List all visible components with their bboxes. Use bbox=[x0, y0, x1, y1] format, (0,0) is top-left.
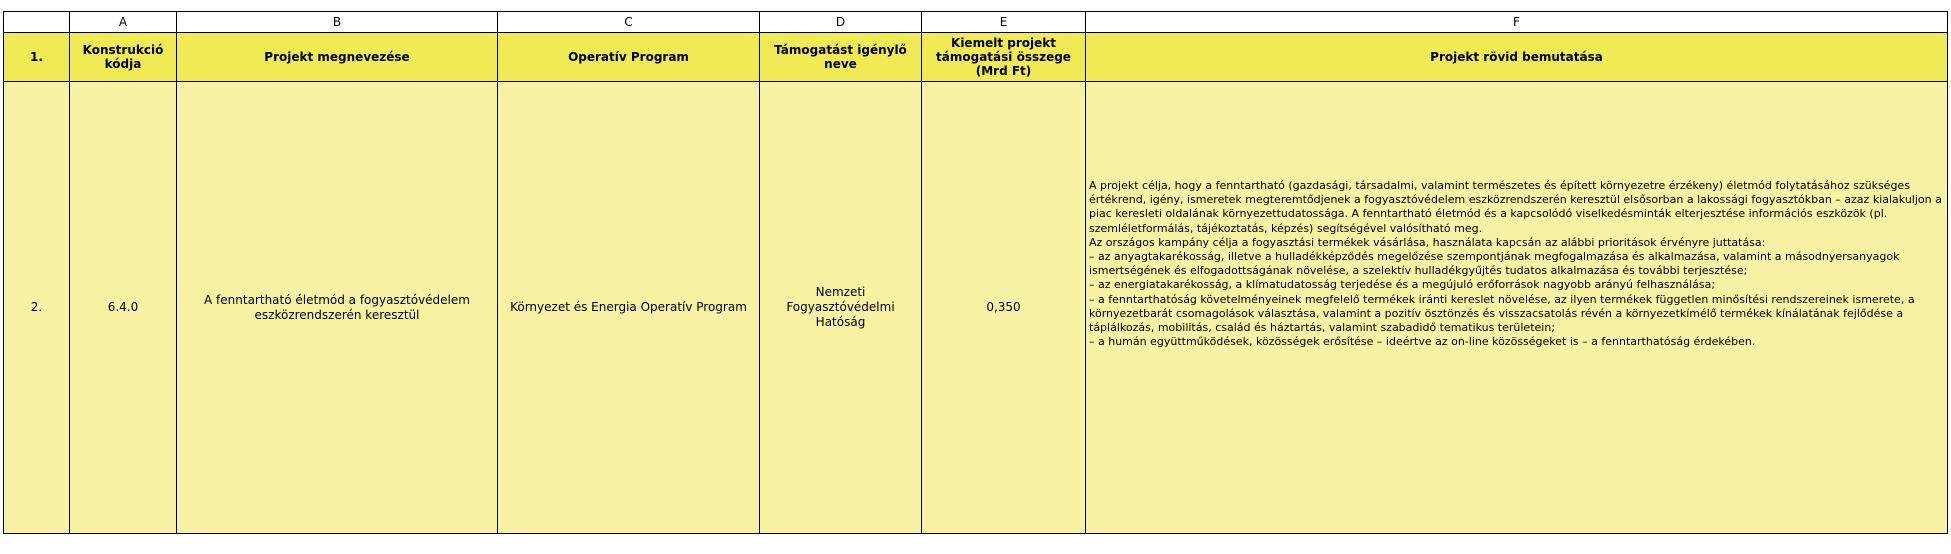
construction-code-cell[interactable]: 6.4.0 bbox=[70, 82, 177, 534]
header-applicant[interactable]: Támogatást igénylő neve bbox=[760, 33, 922, 82]
project-name-cell[interactable]: A fenntartható életmód a fogyasztóvédelem eszközrendszerén keresztül bbox=[177, 82, 498, 534]
header-construction-code[interactable]: Konstrukció kódja bbox=[70, 33, 177, 82]
header-row-label[interactable]: 1. bbox=[4, 33, 70, 82]
header-row bbox=[4, 33, 1948, 82]
column-letter-row bbox=[4, 12, 1948, 33]
row-label[interactable]: 2. bbox=[4, 82, 70, 534]
description-paragraph: – az anyagtakarékosság, illetve a hulladékképződés megelőzése szempontjának megfogalmazása és alkalmazása, valamint a másodnyersanyagok ismertségének és elfogadottságának növelése, a szelektív hulladékgyűjtés tudatos alkalmazása és további terjesztése; bbox=[1089, 250, 1900, 278]
header-description[interactable]: Projekt rövid bemutatása bbox=[1086, 33, 1948, 82]
column-letter-a[interactable]: A bbox=[70, 12, 177, 33]
applicant-cell[interactable]: Nemzeti Fogyasztóvédelmi Hatóság bbox=[760, 82, 922, 534]
column-letter-c[interactable]: C bbox=[498, 12, 760, 33]
description-cell[interactable] bbox=[1086, 82, 1948, 534]
description-paragraph: – a humán együttműködések, közösségek erősítése – ideértve az on-line közösségeket is – a fenntarthatóság érdekében. bbox=[1089, 335, 1756, 349]
header-amount[interactable]: Kiemelt projekt támogatási összege (Mrd Ft) bbox=[922, 33, 1086, 82]
column-letter-f[interactable]: F bbox=[1086, 12, 1948, 33]
column-letter-e[interactable]: E bbox=[922, 12, 1086, 33]
operative-program-cell[interactable]: Környezet és Energia Operatív Program bbox=[498, 82, 760, 534]
corner-cell[interactable] bbox=[4, 12, 70, 33]
header-operative-program[interactable]: Operatív Program bbox=[498, 33, 760, 82]
column-letter-b[interactable]: B bbox=[177, 12, 498, 33]
description-paragraph: – az energiatakarékosság, a klímatudatosság terjedése és a megújuló erőforrások nagyobb arányú felhasználása; bbox=[1089, 278, 1716, 292]
description-paragraph: – a fenntarthatóság követelményeinek megfelelő termékek iránti kereslet növelése, az ilyen termékek független minősítési rendszereinek ismerete, a környezetbarát csomagolások választása, valamint a pozitív ösztönzés és visszacsatolás révén a környezetkímélő termékek kínálatának fejlődése a táplálkozás, mobilitás, család és háztartás, valamint szabadidő tematikus területein; bbox=[1089, 292, 1915, 335]
column-letter-d[interactable]: D bbox=[760, 12, 922, 33]
amount-cell[interactable]: 0,350 bbox=[922, 82, 1086, 534]
description-paragraph: Az országos kampány célja a fogyasztási termékek vásárlása, használata kapcsán az alábbi prioritások érvényre juttatása: bbox=[1089, 235, 1766, 249]
description-paragraph: A projekt célja, hogy a fenntartható (gazdasági, társadalmi, valamint természetes és épített környezetre érzékeny) életmód folytatásához szükséges értékrend, igény, ismeretek megteremtődjenek a fogyasztóvédelem eszközrendszerén keresztül elsősorban a lakossági fogyasztókban – azaz kialakuljon a piac keresleti oldalának környezettudatossága. A fenntartható életmód és a kapcsolódó viselkedésminták elterjesztése információs eszközök (pl. szemléletformálás, tájékoztatás, képzés) segítségével valósítható meg. bbox=[1089, 179, 1942, 235]
header-project-name[interactable]: Projekt megnevezése bbox=[177, 33, 498, 82]
table-row bbox=[4, 82, 1948, 534]
description-text bbox=[1086, 82, 1947, 349]
spreadsheet-table bbox=[3, 11, 1948, 534]
